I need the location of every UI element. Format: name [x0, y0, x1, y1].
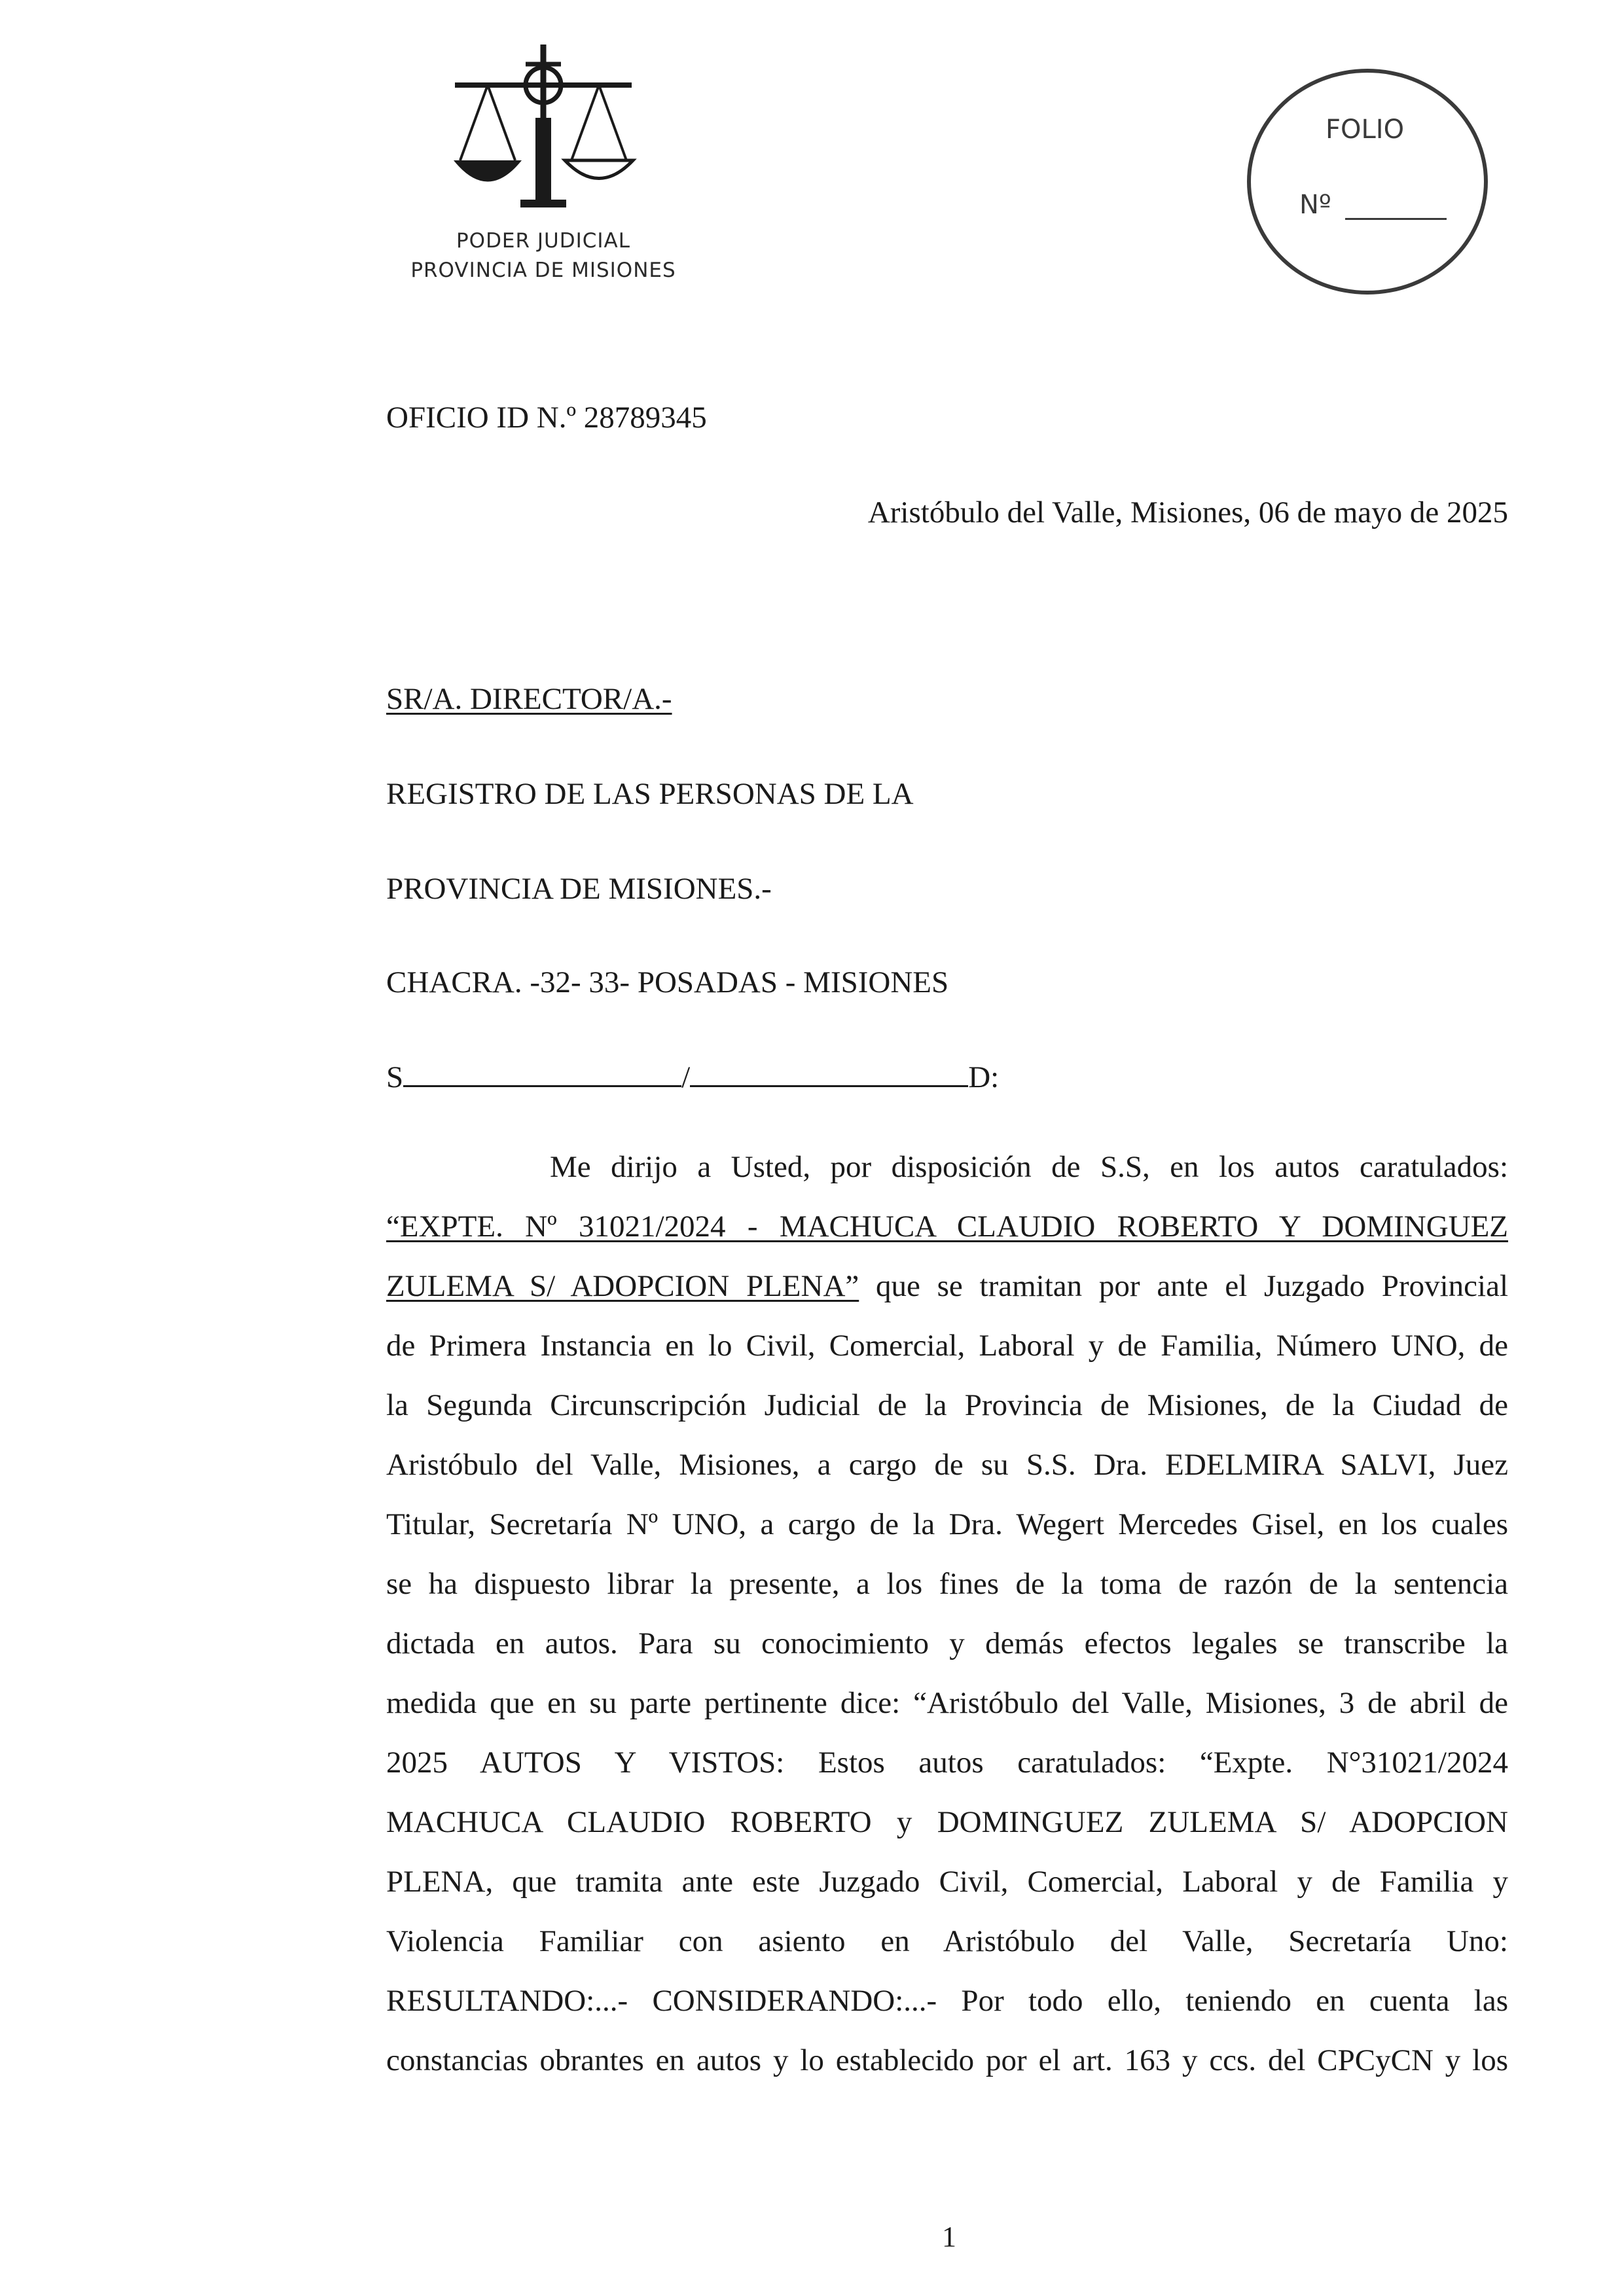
body-line-expte — [386, 1197, 1508, 1257]
body-text: que se tramitan por ante el Juzgado Provincial — [859, 1269, 1508, 1303]
body-paragraph — [386, 1138, 1508, 2090]
folio-circle — [1247, 69, 1488, 295]
sd-separator: / — [681, 1060, 691, 1094]
body-line: se ha dispuesto librar la presente, a los fines de la toma de razón de la sentencia — [386, 1567, 1508, 1601]
body-line: 2025 AUTOS Y VISTOS: Estos autos caratulados: “Expte. N°31021/2024 — [386, 1746, 1508, 1780]
addressee-line-4: CHACRA. -32- 33- POSADAS - MISIONES — [386, 965, 949, 999]
sd-end: D: — [968, 1060, 1000, 1094]
body-line: la Segunda Circunscripción Judicial de la Provincia de Misiones, de la Ciudad de — [386, 1388, 1508, 1422]
folio-number-label: Nº — [1299, 190, 1331, 220]
body-line: medida que en su parte pertinente dice: “Aristóbulo del Valle, Misiones, 3 de abril de — [386, 1686, 1508, 1720]
seal-line-2: PROVINCIA DE MISIONES — [410, 259, 676, 282]
body-line: Aristóbulo del Valle, Misiones, a cargo de su S.S. Dra. EDELMIRA SALVI, Juez — [386, 1448, 1508, 1482]
body-line: RESULTANDO:...- CONSIDERANDO:...- Por todo ello, teniendo en cuenta las — [386, 1984, 1508, 2018]
folio-number-blank — [1345, 218, 1447, 220]
body-line: MACHUCA CLAUDIO ROBERTO y DOMINGUEZ ZULEMA S/ ADOPCION — [386, 1805, 1508, 1839]
oficio-id: OFICIO ID N.º 28789345 — [386, 401, 707, 435]
folio-label: FOLIO — [1326, 115, 1405, 145]
folio-stamp — [1247, 69, 1489, 295]
addressee-line-3: PROVINCIA DE MISIONES.- — [386, 872, 772, 906]
sd-blank-1 — [403, 1085, 681, 1087]
body-line: Me dirijo a Usted, por disposición de S.S, en los autos caratulados: — [550, 1150, 1508, 1184]
body-line: Violencia Familiar con asiento en Aristóbulo del Valle, Secretaría Uno: — [386, 1924, 1508, 1958]
poder-judicial-seal — [406, 39, 681, 288]
seal-line-1: PODER JUDICIAL — [456, 229, 631, 253]
salutation-sd — [386, 1062, 999, 1093]
body-line — [386, 1257, 1508, 1316]
body-line: constancias obrantes en autos y lo establecido por el art. 163 y ccs. del CPCyCN y los — [386, 2043, 1508, 2077]
page-number: 1 — [942, 2221, 956, 2253]
body-line: Titular, Secretaría Nº UNO, a cargo de la Dra. Wegert Mercedes Gisel, en los cuales — [386, 1507, 1508, 1541]
sd-blank-2 — [690, 1085, 968, 1087]
expte-caption-end: ZULEMA S/ ADOPCION PLENA” — [386, 1269, 859, 1303]
addressee-line-2: REGISTRO DE LAS PERSONAS DE LA — [386, 777, 914, 811]
body-line: PLENA, que tramita ante este Juzgado Civil, Comercial, Laboral y de Familia y — [386, 1865, 1508, 1899]
sd-start: S — [386, 1060, 404, 1094]
place-date: Aristóbulo del Valle, Misiones, 06 de mayo de 2025 — [867, 495, 1508, 529]
expte-caption: “EXPTE. Nº 31021/2024 - MACHUCA CLAUDIO ROBERTO Y DOMINGUEZ — [386, 1210, 1508, 1244]
body-line: dictada en autos. Para su conocimiento y demás efectos legales se transcribe la — [386, 1626, 1508, 1660]
body-line: de Primera Instancia en lo Civil, Comercial, Laboral y de Familia, Número UNO, de — [386, 1329, 1508, 1363]
scales-of-justice-icon — [442, 39, 645, 216]
addressee-title: SR/A. DIRECTOR/A.- — [386, 682, 672, 716]
